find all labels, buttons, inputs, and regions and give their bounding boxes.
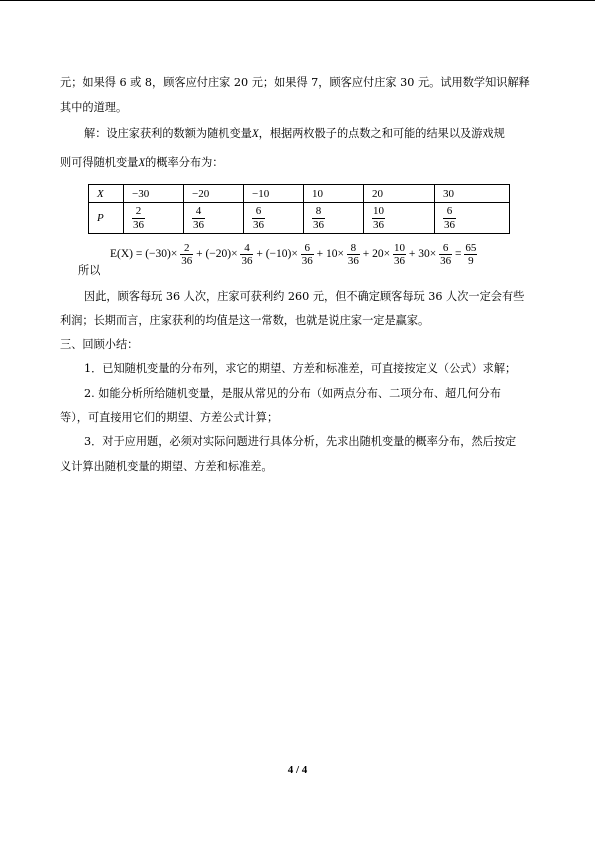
fraction: $\frac{4}{36}$ bbox=[241, 242, 253, 267]
text-line: 元；如果得 6 或 8，顾客应付庄家 20 元；如果得 7，顾客应付庄家 30 元。试用数学知识解释 bbox=[60, 76, 530, 89]
variable-x: X bbox=[251, 128, 259, 140]
text-line: 其中的道理。 bbox=[60, 101, 128, 114]
formula-lhs: E(X) = (−30)× bbox=[110, 248, 178, 261]
variable-x: X bbox=[138, 157, 146, 169]
x-cell: 20 bbox=[364, 185, 435, 203]
summary-line: 1．已知随机变量的分布列，求它的期望、方差和标准差，可直接按定义（公式）求解； bbox=[84, 362, 517, 375]
probability-distribution-table bbox=[88, 184, 510, 234]
formula-term: + 30× bbox=[408, 248, 437, 261]
formula-term: + (−10)× bbox=[256, 248, 298, 261]
conclusion-line: 利润；长期而言，庄家获利的均值是这一常数，也就是说庄家一定是赢家。 bbox=[60, 314, 430, 327]
solution-text: 则可得随机变量 bbox=[60, 156, 139, 169]
x-cell: 10 bbox=[304, 185, 364, 203]
x-cell: −10 bbox=[244, 185, 304, 203]
fraction: $\frac{6}{36}$ bbox=[301, 242, 313, 267]
equals-sign: = bbox=[454, 248, 462, 261]
x-cell: −20 bbox=[184, 185, 244, 203]
x-cell: 30 bbox=[435, 185, 510, 203]
conclusion-line: 因此，顾客每玩 36 人次，庄家可获利约 260 元，但不确定顾客每玩 36 人次一定会有些 bbox=[84, 290, 525, 303]
header-p: P bbox=[89, 203, 124, 234]
solution-text: 的概率分布为： bbox=[145, 156, 224, 169]
table-row-x bbox=[89, 185, 510, 203]
summary-line: 2. 如能分析所给随机变量，是服从常见的分布（如两点分布、二项分布、超几何分布 bbox=[84, 387, 501, 400]
summary-line: 3．对于应用题，必须对实际问题进行具体分析，先求出随机变量的概率分布，然后按定 bbox=[84, 435, 517, 448]
fraction: $\frac{8}{36}$ bbox=[347, 242, 359, 267]
p-cell: $\frac{6}{36}$ bbox=[244, 203, 304, 234]
section-title: 三、回顾小结： bbox=[60, 338, 139, 351]
solution-line bbox=[84, 127, 505, 141]
summary-line: 等），可直接用它们的期望、方差公式计算； bbox=[60, 411, 279, 424]
table-row-p bbox=[89, 203, 510, 234]
formula-term: + (−20)× bbox=[196, 248, 238, 261]
formula-term: + 20× bbox=[362, 248, 391, 261]
expectation-formula bbox=[110, 242, 477, 267]
page-number: 4 / 4 bbox=[287, 764, 308, 776]
formula-term: + 10× bbox=[316, 248, 344, 261]
fraction: $\frac{2}{36}$ bbox=[181, 242, 193, 267]
fraction: $\frac{10}{36}$ bbox=[393, 242, 405, 267]
fraction: $\frac{6}{36}$ bbox=[440, 242, 452, 267]
p-cell: $\frac{8}{36}$ bbox=[304, 203, 364, 234]
p-cell: $\frac{6}{36}$ bbox=[435, 203, 510, 234]
p-cell: $\frac{4}{36}$ bbox=[184, 203, 244, 234]
p-cell: $\frac{10}{36}$ bbox=[364, 203, 435, 234]
result-fraction: $\frac{65}{9}$ bbox=[465, 242, 477, 267]
summary-line: 义计算出随机变量的期望、方差和标准差。 bbox=[60, 460, 273, 473]
solution-line bbox=[60, 156, 224, 170]
therefore-label: 所以 bbox=[78, 264, 101, 277]
p-cell: $\frac{2}{36}$ bbox=[124, 203, 184, 234]
x-cell: −30 bbox=[124, 185, 184, 203]
solution-text: ，根据两枚骰子的点数之和可能的结果以及游戏规 bbox=[258, 127, 505, 140]
header-x: X bbox=[89, 185, 124, 203]
solution-text: 解：设庄家获利的数额为随机变量 bbox=[84, 127, 252, 140]
header-rule bbox=[0, 0, 595, 1]
